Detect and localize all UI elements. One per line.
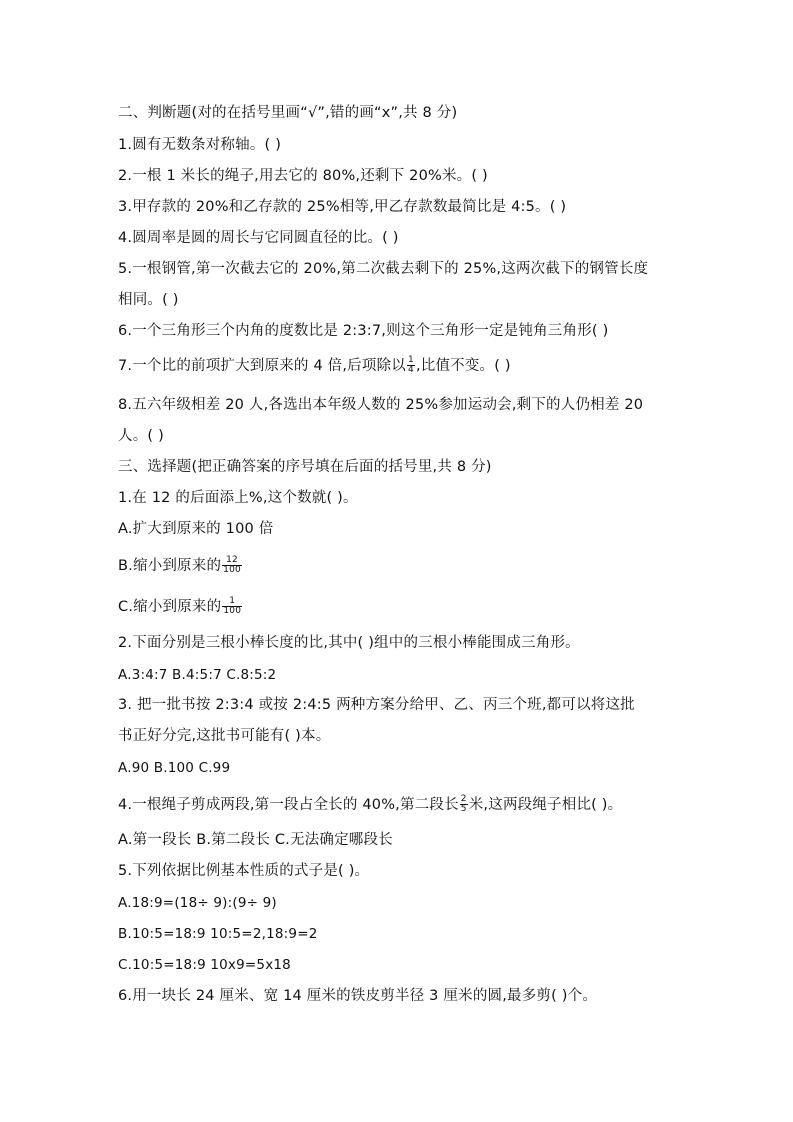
judge-item-5-line1: 5.一根钢管,第一次截去它的 20%,第二次截去剩下的 25%,这两次截下的钢管长度 bbox=[118, 261, 649, 277]
judge-item-3: 3.甲存款的 20%和乙存款的 25%相等,甲乙存款数最简比是 4:5。( ) bbox=[118, 199, 567, 215]
judge-item-6: 6.一个三角形三个内角的度数比是 2:3:7,则这个三角形一定是钝角三角形( ) bbox=[118, 323, 609, 339]
choice-q1-option-c: C.缩小到原来的 $\frac{1}{100}$ bbox=[118, 595, 242, 616]
choice-q2-stem: 2.下面分别是三根小棒长度的比,其中( )组中的三根小棒能围成三角形。 bbox=[118, 635, 580, 651]
choice-q2-options: A.3:4:7 B.4:5:7 C.8:5:2 bbox=[118, 667, 277, 683]
judge-item-2: 2.一根 1 米长的绳子,用去它的 80%,还剩下 20%米。( ) bbox=[118, 168, 488, 184]
fraction-two-fifths: $\frac{2}{5}$ bbox=[460, 793, 467, 814]
choice-q3-stem-line2: 书正好分完,这批书可能有( )本。 bbox=[118, 728, 331, 744]
choice-q5-option-c: C.10:5=18:9 10x9=5x18 bbox=[118, 957, 291, 973]
choice-q5-option-b: B.10:5=18:9 10:5=2,18:9=2 bbox=[118, 926, 318, 942]
judge-item-4: 4.圆周率是圆的周长与它同圆直径的比。( ) bbox=[118, 230, 399, 246]
judge-item-1: 1.圆有无数条对称轴。( ) bbox=[118, 137, 282, 153]
choice-q3-options: A.90 B.100 C.99 bbox=[118, 760, 231, 776]
choice-q4-stem: 4.一根绳子剪成两段,第一段占全长的 40%,第二段长 $\frac{2}{5}$ 米,这两段绳子相比( )。 bbox=[118, 793, 623, 814]
choice-q1-option-a: A.扩大到原来的 100 倍 bbox=[118, 521, 274, 537]
fraction-1-100: $\frac{1}{100}$ bbox=[223, 595, 242, 616]
choice-q5-option-a: A.18:9=(18÷ 9):(9÷ 9) bbox=[118, 895, 277, 911]
choice-q6-stem: 6.用一块长 24 厘米、宽 14 厘米的铁皮剪半径 3 厘米的圆,最多剪( )个。 bbox=[118, 988, 598, 1004]
section3-title: 三、选择题(把正确答案的序号填在后面的括号里,共 8 分) bbox=[118, 459, 492, 475]
section2-title: 二、判断题(对的在括号里画“√”,错的画“x”,共 8 分) bbox=[118, 105, 458, 121]
fraction-one-quarter: $\frac{1}{4}$ bbox=[408, 354, 414, 375]
choice-q1-option-b: B.缩小到原来的 $\frac{12}{100}$ bbox=[118, 554, 241, 575]
judge-item-8-line2: 人。( ) bbox=[118, 428, 164, 444]
judge-item-7-after: ,比值不变。( ) bbox=[415, 358, 511, 374]
choice-q5-stem: 5.下列依据比例基本性质的式子是( )。 bbox=[118, 863, 370, 879]
choice-q1-stem: 1.在 12 的后面添上%,这个数就( )。 bbox=[118, 490, 358, 506]
choice-q3-stem-line1: 3. 把一批书按 2:3:4 或按 2:4:5 两种方案分给甲、乙、丙三个班,都可以将这批 bbox=[118, 697, 635, 713]
judge-item-8-line1: 8.五六年级相差 20 人,各选出本年级人数的 25%参加运动会,剩下的人仍相差 20 bbox=[118, 397, 644, 413]
judge-item-5-line2: 相同。( ) bbox=[118, 292, 179, 308]
fraction-12-100: $\frac{12}{100}$ bbox=[223, 554, 241, 575]
judge-item-7-before: 7.一个比的前项扩大到原来的 4 倍,后项除以 bbox=[118, 358, 406, 374]
judge-item-7 bbox=[118, 356, 733, 376]
choice-q4-options: A.第一段长 B.第二段长 C.无法确定哪段长 bbox=[118, 832, 393, 848]
